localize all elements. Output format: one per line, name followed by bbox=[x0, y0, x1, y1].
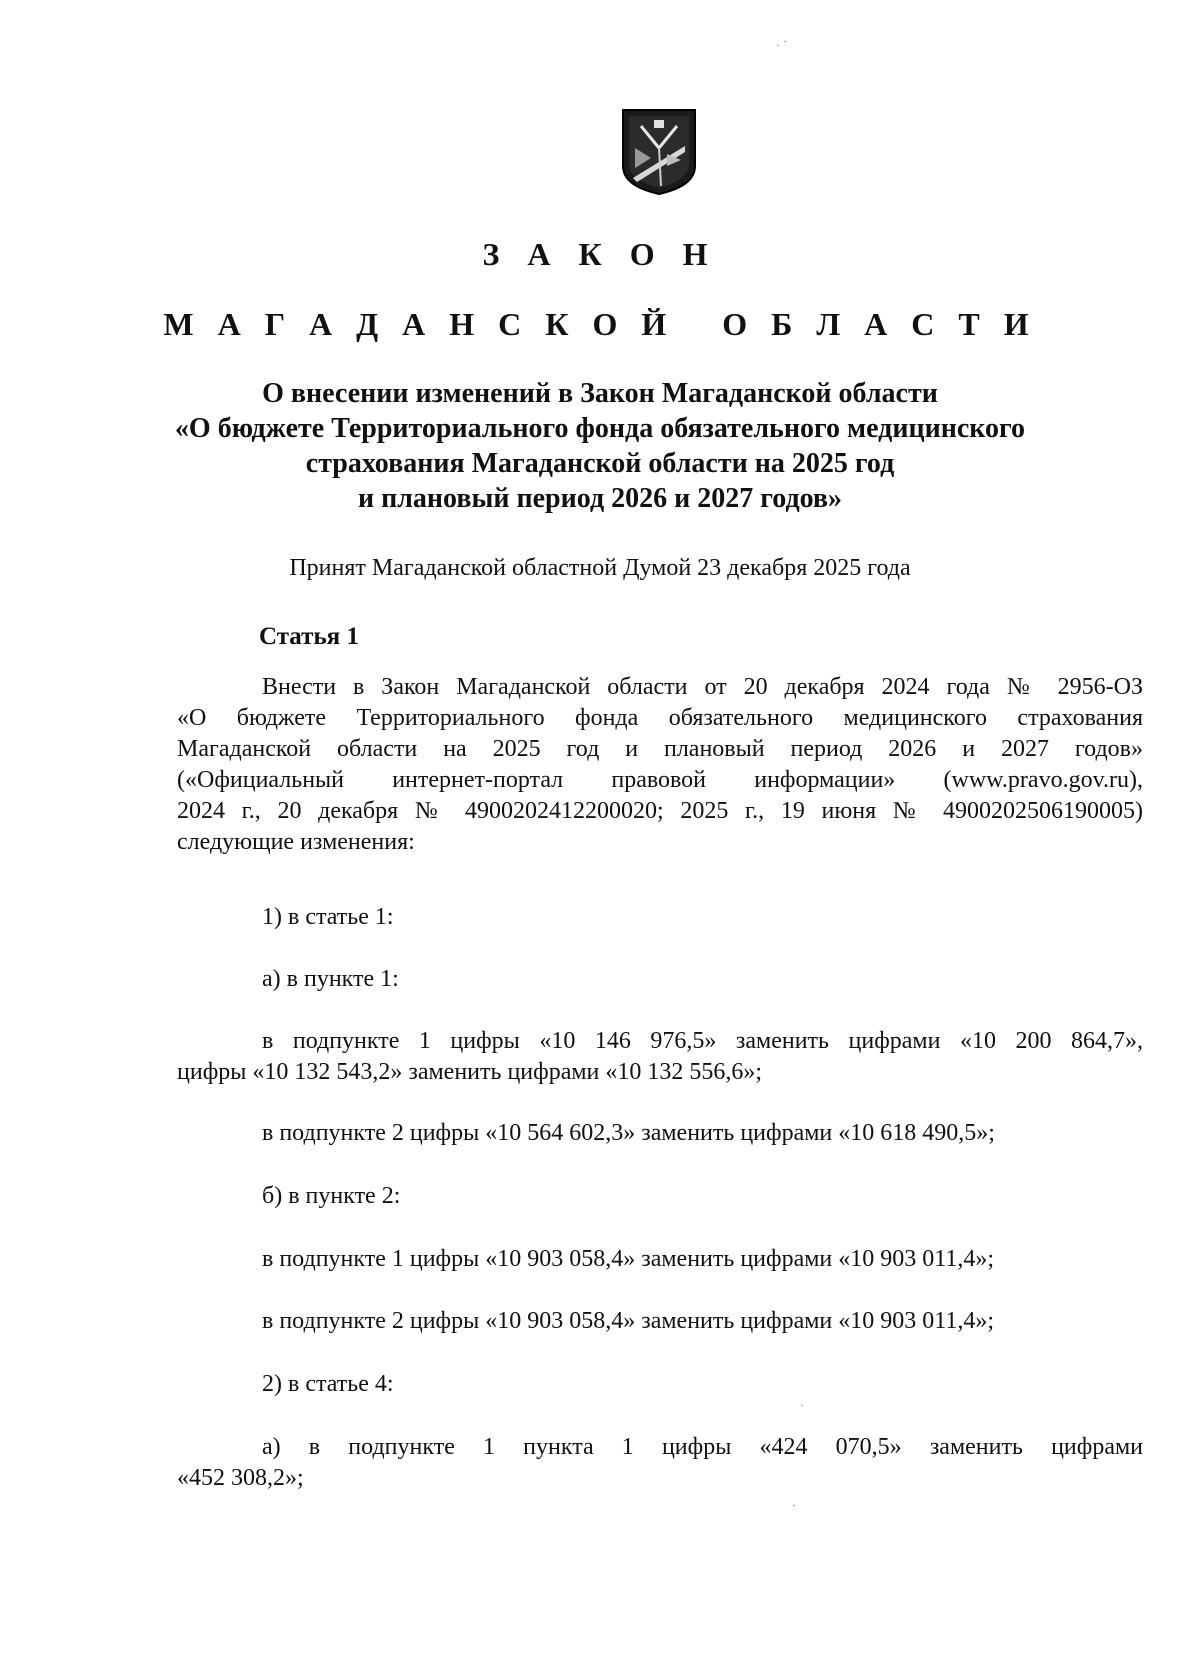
list-item: 2) в статье 4: bbox=[262, 1371, 394, 1397]
scan-speck: · bbox=[800, 1398, 804, 1412]
paragraph-line: 2024 г., 20 декабря № 4900202412200020; 2025 г., 19 июня № 4900202506190005) bbox=[177, 798, 1143, 824]
list-item: 1) в статье 1: bbox=[262, 904, 394, 930]
article-heading: Статья 1 bbox=[259, 623, 359, 650]
subject-line: и плановый период 2026 и 2027 годов» bbox=[357, 483, 843, 514]
paragraph-line: «452 308,2»; bbox=[177, 1465, 304, 1491]
paragraph-line: Внести в Закон Магаданской области от 20 декабря 2024 года № 2956-ОЗ bbox=[262, 674, 1143, 700]
subitem-paragraph bbox=[177, 1026, 1143, 1088]
list-item: б) в пункте 2: bbox=[262, 1183, 401, 1209]
adoption-note: Принят Магаданской областной Думой 23 декабря 2025 года bbox=[289, 555, 911, 581]
subject-line: О внесении изменений в Закон Магаданской области bbox=[262, 378, 938, 409]
law-title: З А К О Н bbox=[482, 236, 718, 272]
scan-speck: ´ bbox=[792, 1502, 796, 1516]
subject-line: «О бюджете Территориального фонда обязательного медицинского bbox=[174, 413, 1026, 444]
paragraph-line: а) в подпункте 1 пункта 1 цифры «424 070,5» заменить цифрами bbox=[262, 1434, 1143, 1460]
paragraph-line: («Официальный интернет-портал правовой информации» (www.pravo.gov.ru), bbox=[177, 767, 1143, 793]
subject-line: страхования Магаданской области на 2025 год bbox=[305, 448, 895, 479]
list-item: а) в пункте 1: bbox=[262, 966, 399, 992]
paragraph-line: в подпункте 1 цифры «10 146 976,5» заменить цифрами «10 200 864,7», bbox=[262, 1028, 1143, 1054]
paragraph-line: «О бюджете Территориального фонда обязательного медицинского страхования bbox=[177, 705, 1143, 731]
paragraph-line: цифры «10 132 543,2» заменить цифрами «10 132 556,6»; bbox=[177, 1059, 763, 1085]
paragraph-line: Магаданской области на 2025 год и плановый период 2026 и 2027 годов» bbox=[177, 736, 1143, 762]
list-item: в подпункте 2 цифры «10 564 602,3» заменить цифрами «10 618 490,5»; bbox=[262, 1120, 995, 1146]
intro-paragraph bbox=[177, 672, 1143, 858]
region-title: М А Г А Д А Н С К О Й О Б Л А С Т И bbox=[163, 306, 1037, 342]
coat-of-arms-icon bbox=[621, 108, 697, 196]
scan-speck: · ´ bbox=[776, 38, 787, 52]
law-subject bbox=[0, 376, 1200, 516]
list-item: в подпункте 2 цифры «10 903 058,4» заменить цифрами «10 903 011,4»; bbox=[262, 1308, 995, 1334]
paragraph-line: следующие изменения: bbox=[177, 829, 415, 855]
subitem-paragraph bbox=[177, 1432, 1143, 1494]
list-item: в подпункте 1 цифры «10 903 058,4» заменить цифрами «10 903 011,4»; bbox=[262, 1246, 995, 1272]
